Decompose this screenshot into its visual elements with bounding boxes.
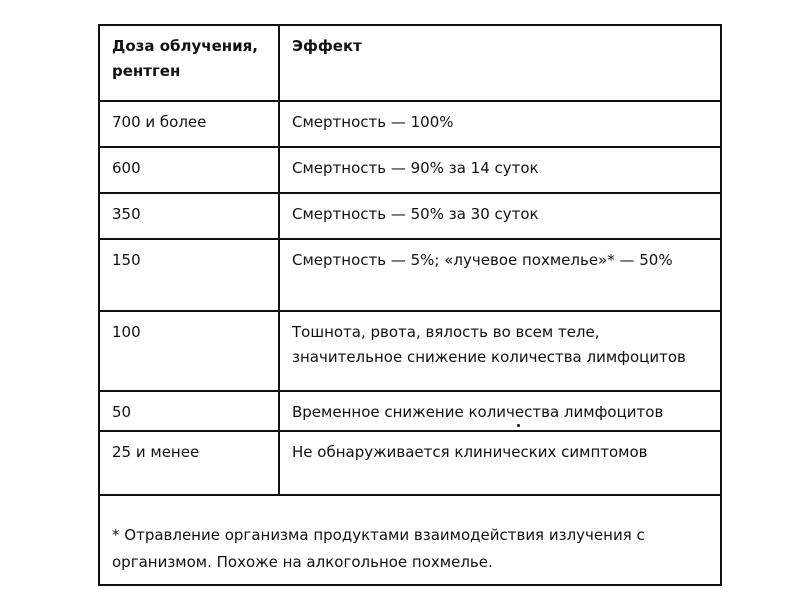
stray-dot xyxy=(517,424,520,427)
table-row xyxy=(100,312,720,392)
dose-cell: 25 и менее xyxy=(100,432,280,494)
effect-cell: Не обнаруживается клинических симптомов xyxy=(292,443,648,461)
effect-cell: Временное снижение количества лимфоцитов xyxy=(292,403,664,421)
radiation-dose-table xyxy=(98,24,722,586)
effect-cell: Смертность — 5%; «лучевое похмелье»* — 50% xyxy=(292,251,673,269)
dose-cell: 700 и более xyxy=(100,102,280,146)
table-header-row xyxy=(100,26,720,102)
dose-cell: 350 xyxy=(100,194,280,238)
table-row xyxy=(100,148,720,194)
table-footnote: * Отравление организма продуктами взаимодействия излучения с организмом. Похоже на алкогольное похмелье. xyxy=(112,526,645,571)
header-effect-cell: Эффект xyxy=(292,37,362,55)
table-row xyxy=(100,392,720,432)
table-row xyxy=(100,240,720,312)
dose-cell: 600 xyxy=(100,148,280,192)
table-row xyxy=(100,432,720,496)
effect-cell: Смертность — 50% за 30 суток xyxy=(292,205,539,223)
dose-cell: 150 xyxy=(100,240,280,310)
effect-cell: Смертность — 90% за 14 суток xyxy=(292,159,539,177)
dose-cell: 50 xyxy=(100,392,280,430)
table-row xyxy=(100,102,720,148)
effect-cell: Тошнота, рвота, вялость во всем теле, значительное снижение количества лимфоцитов xyxy=(292,323,686,366)
header-dose-cell: Доза облучения, рентген xyxy=(100,26,280,100)
effect-cell: Смертность — 100% xyxy=(292,113,454,131)
dose-cell: 100 xyxy=(100,312,280,390)
table-row xyxy=(100,194,720,240)
